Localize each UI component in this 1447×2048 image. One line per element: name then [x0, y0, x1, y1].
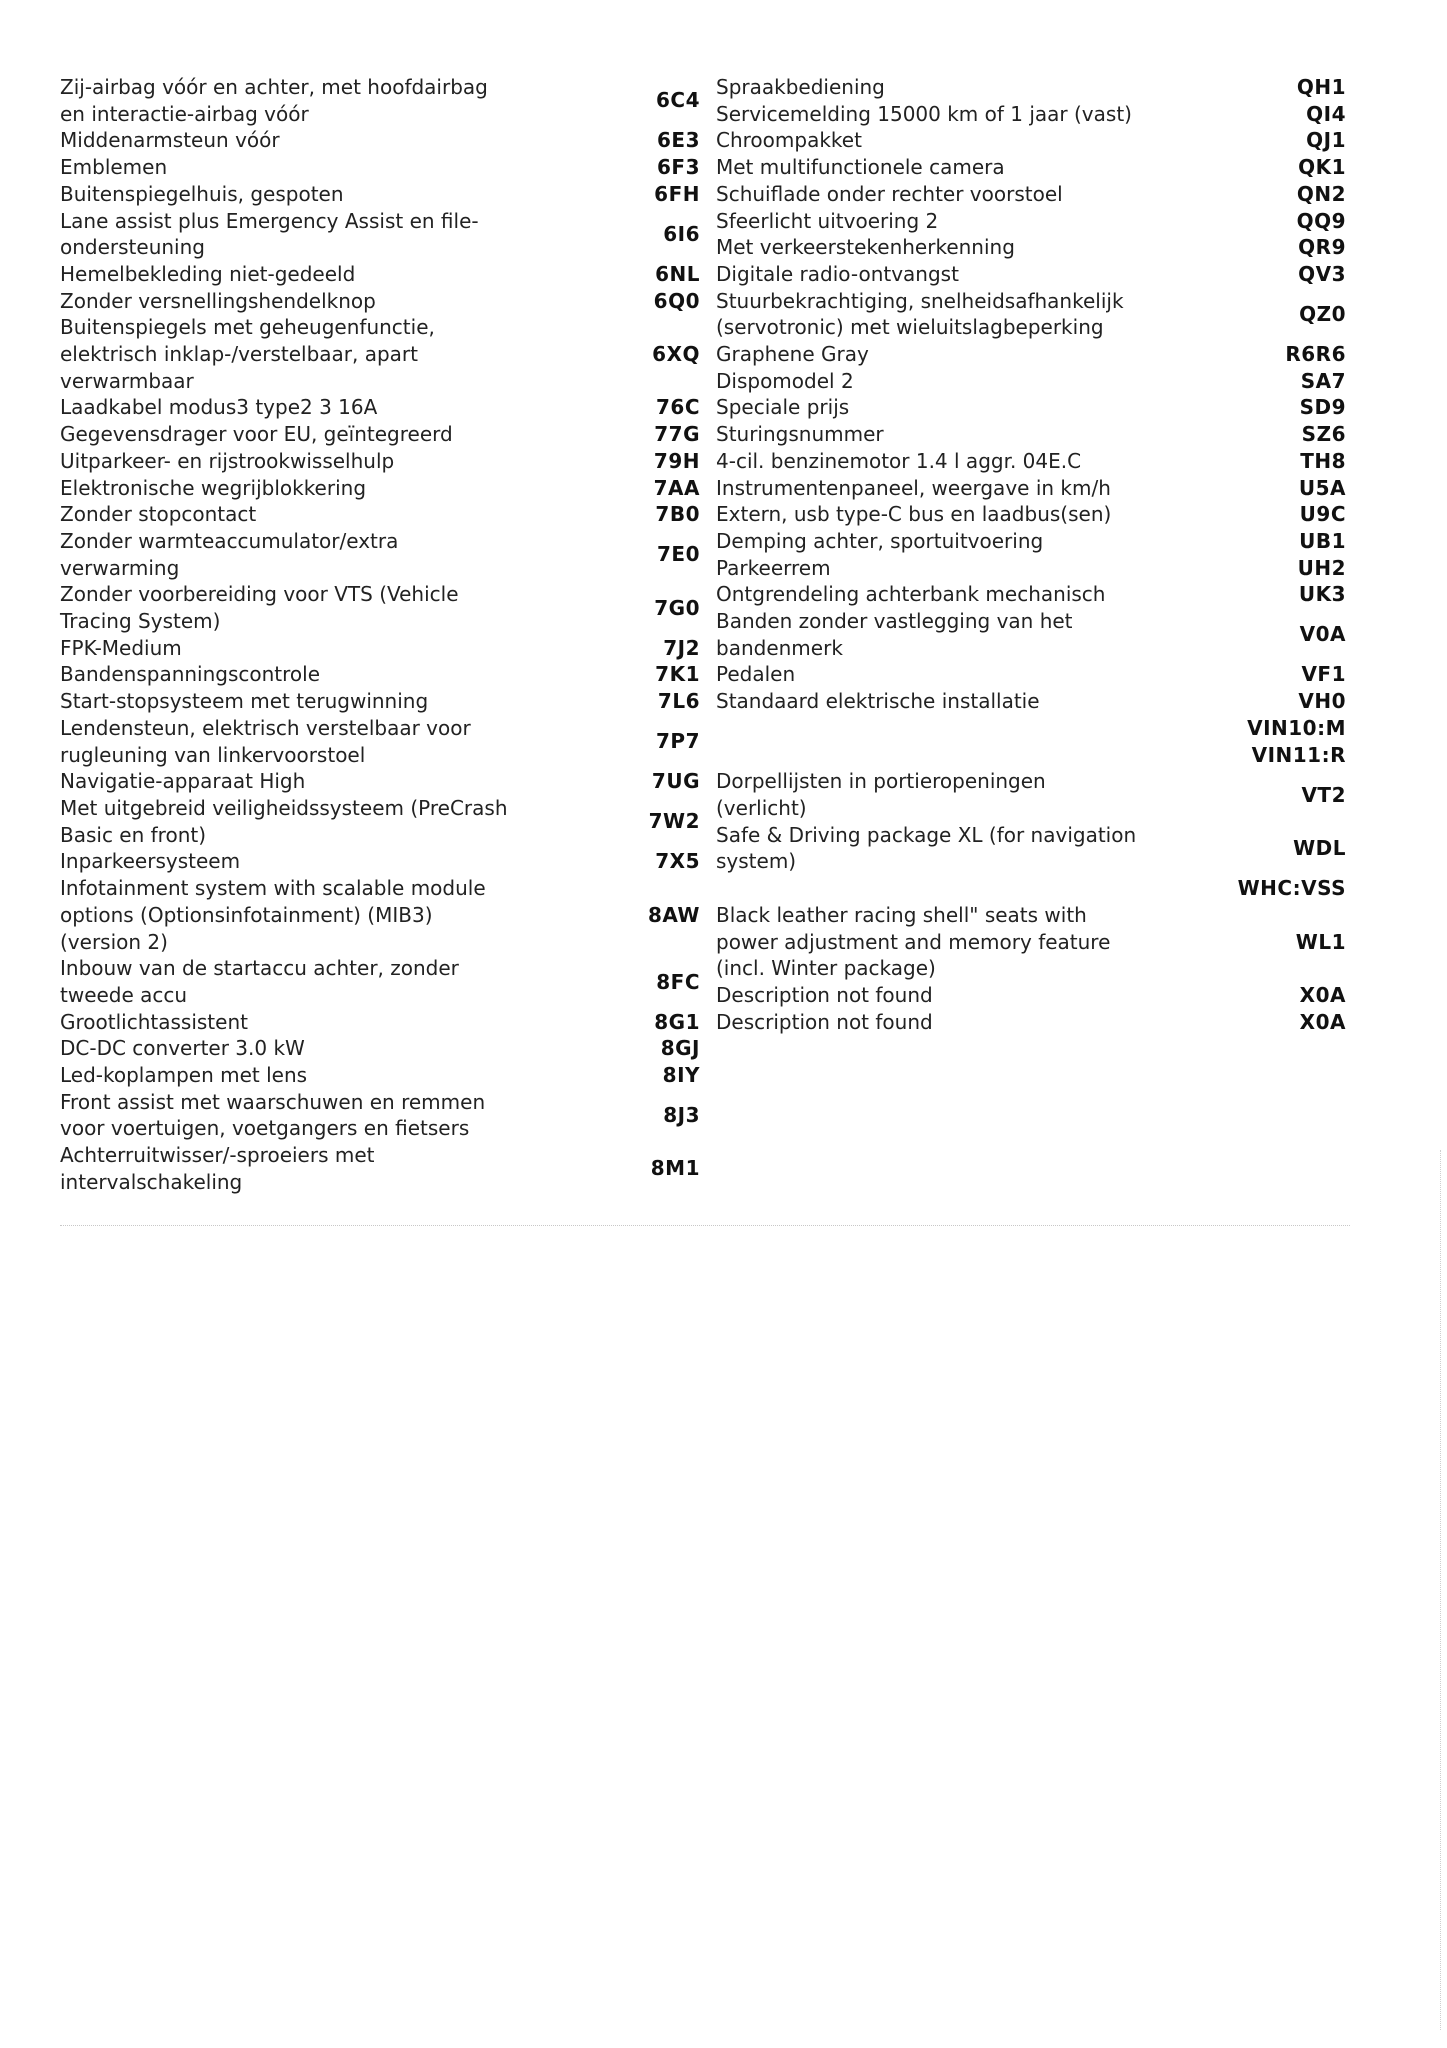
option-row — [60, 768, 700, 795]
option-code: 7AA — [653, 475, 700, 500]
option-code: 77G — [654, 422, 700, 447]
option-row — [60, 261, 700, 288]
option-description — [716, 875, 1186, 902]
option-description: Navigatie-apparaat High — [60, 769, 306, 794]
option-row — [716, 661, 1346, 688]
option-code: X0A — [1299, 1009, 1346, 1034]
option-row — [60, 154, 700, 181]
left-options-table — [60, 74, 700, 1196]
option-code: QJ1 — [1306, 128, 1346, 153]
option-description: Digitale radio-ontvangst — [716, 261, 959, 286]
option-code: 7UG — [651, 769, 700, 794]
option-description: Schuiflade onder rechter voorstoel — [716, 181, 1063, 206]
option-row — [60, 181, 700, 208]
option-row — [60, 208, 700, 261]
option-code: VIN11:R — [1251, 742, 1346, 767]
option-description: Zonder versnellingshendelknop — [60, 288, 376, 313]
option-code: 8IY — [662, 1063, 700, 1088]
option-description: Met uitgebreid veiligheidssysteem (PreCrash Basic en front) — [60, 795, 508, 847]
option-description: Description not found — [716, 1009, 933, 1034]
option-description: Elektronische wegrijblokkering — [60, 475, 367, 500]
option-row — [60, 314, 700, 394]
option-code: QN2 — [1296, 181, 1346, 206]
option-row — [716, 608, 1346, 661]
option-description: 4-cil. benzinemotor 1.4 l aggr. 04E.C — [716, 448, 1082, 473]
option-code: 6FH — [654, 181, 700, 206]
option-description: Zonder voorbereiding voor VTS (Vehicle Tracing System) — [60, 582, 459, 634]
option-code: QR9 — [1298, 235, 1346, 260]
option-description: Lendensteun, elektrisch verstelbaar voor rugleuning van linkervoorstoel — [60, 715, 471, 767]
option-code: QQ9 — [1296, 208, 1346, 233]
option-row — [60, 1142, 700, 1195]
option-code: U9C — [1299, 502, 1346, 527]
option-description: Graphene Gray — [716, 342, 869, 367]
option-description: Sturingsnummer — [716, 422, 884, 447]
option-code: U5A — [1298, 475, 1346, 500]
option-row — [716, 288, 1346, 341]
option-row — [60, 1009, 700, 1036]
option-description: Led-koplampen met lens — [60, 1063, 308, 1088]
option-row — [716, 341, 1346, 368]
option-row — [60, 688, 700, 715]
option-row — [716, 1009, 1346, 1036]
option-description: Met verkeerstekenherkenning — [716, 235, 1015, 260]
option-description: Demping achter, sportuitvoering — [716, 528, 1044, 553]
option-row — [60, 288, 700, 315]
option-description: Ontgrendeling achterbank mechanisch — [716, 582, 1106, 607]
option-description: Gegevensdrager voor EU, geïntegreerd — [60, 422, 453, 447]
option-row — [60, 421, 700, 448]
option-row — [716, 181, 1346, 208]
option-description: Pedalen — [716, 662, 796, 687]
option-description: Laadkabel modus3 type2 3 16A — [60, 395, 378, 420]
option-code: TH8 — [1300, 448, 1346, 473]
option-row — [716, 902, 1346, 982]
option-code: 76C — [655, 395, 700, 420]
option-row — [60, 1062, 700, 1089]
option-description: Inparkeersysteem — [60, 849, 241, 874]
option-description: Met multifunctionele camera — [716, 155, 1005, 180]
option-code: 6I6 — [663, 221, 700, 246]
option-row — [716, 234, 1346, 261]
option-description: Lane assist plus Emergency Assist en file- ondersteuning — [60, 208, 479, 260]
option-code: 6NL — [655, 261, 700, 286]
option-code: R6R6 — [1285, 342, 1346, 367]
option-description: Start-stopsysteem met terugwinning — [60, 689, 429, 714]
option-code: VT2 — [1301, 782, 1346, 807]
option-row — [60, 955, 700, 1008]
option-description: Uitparkeer- en rijstrookwisselhulp — [60, 448, 395, 473]
option-code: 8AW — [647, 902, 700, 927]
option-description — [716, 715, 1186, 742]
option-code: QZ0 — [1299, 301, 1346, 326]
option-description: Parkeerrem — [716, 555, 831, 580]
option-code: 8J3 — [663, 1103, 700, 1128]
option-description: Achterruitwisser/-sproeiers met intervalschakeling — [60, 1143, 375, 1194]
option-description: Safe & Driving package XL (for navigation system) — [716, 822, 1137, 874]
option-code: WHC:VSS — [1237, 876, 1346, 901]
option-row — [716, 875, 1346, 902]
option-description: Zij-airbag vóór en achter, met hoofdairbag en interactie-airbag vóór — [60, 75, 488, 126]
option-description: FPK-Medium — [60, 635, 182, 660]
option-code: 7G0 — [654, 595, 700, 620]
option-code: 6E3 — [657, 128, 700, 153]
option-description: Speciale prijs — [716, 395, 850, 420]
option-description: Emblemen — [60, 155, 168, 180]
option-row — [716, 742, 1346, 769]
option-row — [716, 74, 1346, 101]
option-code: 8G1 — [654, 1009, 700, 1034]
option-code: QK1 — [1298, 155, 1346, 180]
option-description: Chroompakket — [716, 128, 862, 153]
option-row — [60, 795, 700, 848]
left-options-column — [60, 74, 700, 1196]
option-row — [60, 875, 700, 955]
option-code: X0A — [1299, 982, 1346, 1007]
option-row — [716, 528, 1346, 555]
option-description: Buitenspiegelhuis, gespoten — [60, 181, 344, 206]
option-code: V0A — [1299, 622, 1346, 647]
option-code: 7P7 — [656, 729, 700, 754]
option-description: Standaard elektrische installatie — [716, 689, 1040, 714]
option-description: Stuurbekrachtiging, snelheidsafhankelijk (servotronic) met wieluitslagbeperking — [716, 288, 1124, 340]
option-row — [716, 982, 1346, 1009]
option-code: 6F3 — [657, 155, 700, 180]
option-code: 7K1 — [655, 662, 700, 687]
option-row — [716, 154, 1346, 181]
option-code: UH2 — [1297, 555, 1346, 580]
option-row — [60, 528, 700, 581]
option-code: SA7 — [1300, 368, 1346, 393]
option-code: 79H — [653, 448, 700, 473]
option-row — [716, 768, 1346, 821]
option-code: WL1 — [1295, 929, 1346, 954]
option-code: SD9 — [1299, 395, 1346, 420]
option-row — [716, 448, 1346, 475]
option-description: Sfeerlicht uitvoering 2 — [716, 208, 939, 233]
option-code: 6XQ — [652, 342, 700, 367]
option-code: 7E0 — [657, 542, 700, 567]
option-row — [60, 661, 700, 688]
option-description: Middenarmsteun vóór — [60, 128, 280, 153]
option-description: Spraakbediening — [716, 75, 885, 99]
option-description: Dispomodel 2 — [716, 368, 854, 393]
option-row — [60, 848, 700, 875]
option-code: 6C4 — [655, 88, 700, 113]
right-options-table — [716, 74, 1346, 1035]
option-description — [716, 742, 1186, 769]
option-description: Grootlichtassistent — [60, 1009, 248, 1034]
option-description: Description not found — [716, 982, 933, 1007]
option-code: QH1 — [1296, 75, 1346, 99]
option-description: Banden zonder vastlegging van het bandenmerk — [716, 609, 1073, 660]
option-row — [716, 581, 1346, 608]
option-row — [60, 448, 700, 475]
option-code: VH0 — [1298, 689, 1346, 714]
option-code: UK3 — [1298, 582, 1346, 607]
option-code: 8FC — [656, 969, 700, 994]
option-row — [60, 581, 700, 634]
option-row — [716, 394, 1346, 421]
option-row — [60, 127, 700, 154]
option-row — [60, 1035, 700, 1062]
option-row — [716, 101, 1346, 128]
option-description: Instrumentenpaneel, weergave in km/h — [716, 475, 1111, 500]
option-code: VIN10:M — [1247, 715, 1346, 740]
option-description: Zonder warmteaccumulator/extra verwarming — [60, 528, 399, 580]
option-row — [716, 715, 1346, 742]
option-description: Dorpellijsten in portieropeningen (verlicht) — [716, 769, 1046, 820]
option-description: Front assist met waarschuwen en remmen voor voertuigen, voetgangers en fietsers — [60, 1089, 486, 1141]
option-description: Extern, usb type-C bus en laadbus(sen) — [716, 502, 1112, 527]
option-row — [60, 394, 700, 421]
option-code: QI4 — [1306, 101, 1346, 126]
option-row — [60, 1089, 700, 1142]
section-divider — [60, 1225, 1350, 1226]
option-description: Inbouw van de startaccu achter, zonder tweede accu — [60, 956, 459, 1007]
option-row — [716, 475, 1346, 502]
option-description: Servicemelding 15000 km of 1 jaar (vast) — [716, 101, 1132, 126]
option-code: 7X5 — [655, 849, 700, 874]
option-code: 6Q0 — [653, 288, 700, 313]
option-code: SZ6 — [1301, 422, 1346, 447]
option-description: Zonder stopcontact — [60, 502, 257, 527]
right-options-column — [716, 74, 1346, 1035]
option-code: 8GJ — [660, 1036, 700, 1061]
option-row — [60, 715, 700, 768]
option-row — [716, 261, 1346, 288]
option-description: Buitenspiegels met geheugenfunctie, elektrisch inklap-/verstelbaar, apart verwarmbaar — [60, 315, 435, 393]
option-row — [716, 501, 1346, 528]
option-description: Infotainment system with scalable module options (Optionsinfotainment) (MIB3) (version 2) — [60, 876, 486, 954]
option-code: 7W2 — [648, 809, 700, 834]
option-row — [60, 501, 700, 528]
option-row — [716, 555, 1346, 582]
option-code: 8M1 — [650, 1156, 700, 1181]
option-description: Black leather racing shell" seats with power adjustment and memory feature (incl. Winter package) — [716, 902, 1111, 981]
option-code: VF1 — [1301, 662, 1346, 687]
option-code: 7J2 — [663, 635, 700, 660]
option-row — [716, 368, 1346, 395]
option-code: UB1 — [1299, 528, 1346, 553]
option-code: 7L6 — [657, 689, 700, 714]
option-row — [716, 421, 1346, 448]
option-code: QV3 — [1298, 261, 1346, 286]
option-row — [60, 635, 700, 662]
scan-edge-artifact — [1440, 1150, 1441, 2030]
option-row — [60, 475, 700, 502]
option-row — [60, 74, 700, 127]
option-description: Hemelbekleding niet-gedeeld — [60, 261, 356, 286]
option-code: 7B0 — [655, 502, 700, 527]
option-row — [716, 127, 1346, 154]
option-description: Bandenspanningscontrole — [60, 662, 321, 687]
option-code: WDL — [1293, 836, 1346, 861]
option-row — [716, 688, 1346, 715]
option-description: DC-DC converter 3.0 kW — [60, 1036, 305, 1061]
option-row — [716, 208, 1346, 235]
option-row — [716, 822, 1346, 875]
